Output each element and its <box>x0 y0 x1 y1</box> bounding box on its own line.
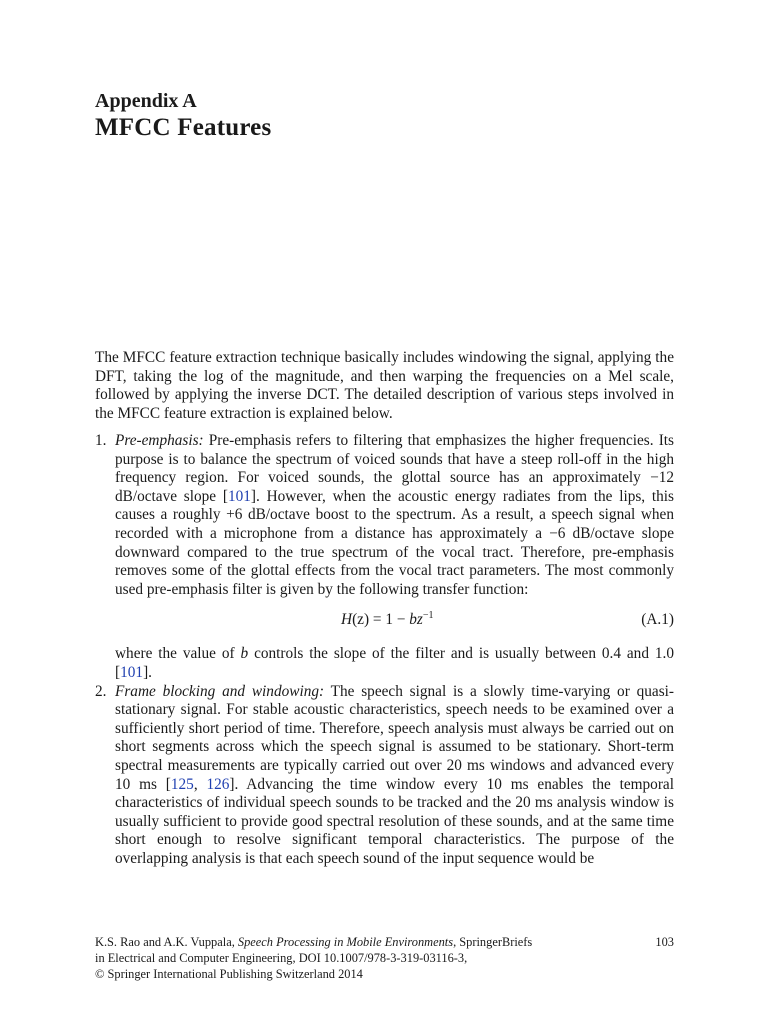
equation-body <box>341 611 434 630</box>
list-item-text: where the value of <box>115 645 241 663</box>
page-number: 103 <box>655 935 674 949</box>
equation-function: H <box>341 611 353 629</box>
citation-link[interactable]: 101 <box>227 487 251 505</box>
citation-link[interactable]: 126 <box>206 775 230 793</box>
list-item-number: 1. <box>95 432 107 449</box>
footer-series-line: in Electrical and Computer Engineering, DOI 10.1007/978-3-319-03116-3, <box>95 951 468 965</box>
equation-argument: (z) <box>352 611 370 629</box>
inline-variable: b <box>240 645 249 663</box>
equation-exponent: −1 <box>422 610 434 622</box>
list-item-text: ]. However, when the acoustic energy radiates from the lips, this causes a roughly +6 dB/octave boost to the spectrum. As a result, a speech signal when recorded with a microphone from a distance has approximately a −6 dB/octave slope downward compared to the true spectrum of the vocal tract. Therefore, pre-emphasis removes some of the glottal effects from the vocal tract parameters. The most commonly used pre-emphasis filter is given by the following transfer function: <box>115 487 674 598</box>
footer-authors: K.S. Rao and A.K. Vuppala, <box>95 935 238 949</box>
list-item-text: controls the slope of the filter and is usually between 0.4 and 1.0 [ <box>115 645 674 681</box>
citation-link[interactable]: 125 <box>170 775 194 793</box>
intro-paragraph: The MFCC feature extraction technique basically includes windowing the signal, applying the DFT, taking the log of the magnitude, and then warping the frequencies on a Mel scale, followed by applying the inverse DCT. The detailed description of various steps involved in the MFCC feature extraction is explained below. <box>95 349 674 422</box>
page-footer <box>95 934 674 982</box>
list-item-term: Pre-emphasis: <box>115 432 204 449</box>
appendix-label: Appendix A <box>95 90 197 112</box>
list-item-text: Pre-emphasis refers to filtering that emphasizes the higher frequencies. Its purpose is to balance the spectrum of voiced sounds that have a steep roll-off in the high frequency region. For voiced sounds, the glottal source has an approximately −12 dB/octave slope [ <box>115 432 674 505</box>
equation-number: (A.1) <box>641 611 674 629</box>
footer-copyright: © Springer International Publishing Switzerland 2014 <box>95 967 363 981</box>
list-item-text: The speech signal is a slowly time-varying or quasi-stationary signal. For stable acoustic characteristics, speech needs to be examined over a sufficiently short period of time. Therefore, speech analysis must always be carried out on short segments across which the speech signal is assumed to be stationary. Short-term spectral measurements are typically carried out over 20 ms windows and advanced every 10 ms [ <box>115 682 674 793</box>
list-item-number: 2. <box>95 682 107 700</box>
footer-book-title: Speech Processing in Mobile Environments <box>237 935 454 949</box>
list-item-term: Frame blocking and windowing: <box>115 682 325 700</box>
equation-a1 <box>115 607 674 637</box>
list-item-pre-emphasis <box>95 432 674 683</box>
list-item-text: ]. <box>143 663 152 681</box>
steps-list <box>95 432 674 868</box>
citation-separator: , <box>193 775 207 793</box>
footer-citation-line <box>95 934 674 950</box>
citation-link[interactable]: 101 <box>120 663 144 681</box>
appendix-title: MFCC Features <box>95 114 272 141</box>
list-item-text: ]. Advancing the time window every 10 ms enables the temporal characteristics of individual speech sounds to be tracked and the 20 ms analysis window is usually sufficient to provide good spectral resolution of these sounds, and at the same time short enough to resolve significant temporal characteristics. The purpose of the overlapping analysis is that each speech sound of the input sequence would be <box>115 775 674 867</box>
equation-variable: bz <box>409 611 423 629</box>
footer-series: , SpringerBriefs <box>453 935 533 949</box>
list-item-frame-blocking <box>95 683 674 869</box>
equation-rhs: = 1 − <box>369 611 410 629</box>
